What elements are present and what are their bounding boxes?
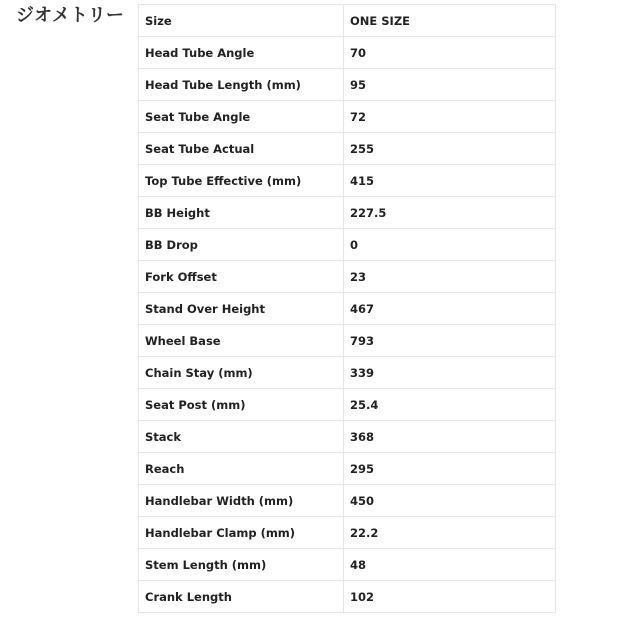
table-header-row xyxy=(139,5,556,37)
table-row xyxy=(139,581,556,613)
table-row xyxy=(139,261,556,293)
row-label-cell: Fork Offset xyxy=(139,261,344,293)
table-row xyxy=(139,133,556,165)
header-label-cell: Size xyxy=(139,5,344,37)
row-value-cell: 23 xyxy=(344,261,556,293)
row-value-cell: 25.4 xyxy=(344,389,556,421)
row-label-cell: Handlebar Clamp (mm) xyxy=(139,517,344,549)
table-row xyxy=(139,197,556,229)
row-label-cell: Stand Over Height xyxy=(139,293,344,325)
row-label-cell: Crank Length xyxy=(139,581,344,613)
row-label-cell: Head Tube Angle xyxy=(139,37,344,69)
table-row xyxy=(139,229,556,261)
table-row xyxy=(139,325,556,357)
row-label-cell: BB Drop xyxy=(139,229,344,261)
row-value-cell: 295 xyxy=(344,453,556,485)
section-title: ジオメトリー xyxy=(16,5,124,26)
row-label-cell: Reach xyxy=(139,453,344,485)
row-value-cell: 793 xyxy=(344,325,556,357)
row-label-cell: BB Height xyxy=(139,197,344,229)
table-row xyxy=(139,389,556,421)
row-value-cell: 450 xyxy=(344,485,556,517)
row-value-cell: 102 xyxy=(344,581,556,613)
table-row xyxy=(139,549,556,581)
row-value-cell: 48 xyxy=(344,549,556,581)
row-value-cell: 467 xyxy=(344,293,556,325)
geometry-table xyxy=(138,4,556,613)
row-value-cell: 0 xyxy=(344,229,556,261)
table-row xyxy=(139,165,556,197)
row-label-cell: Seat Post (mm) xyxy=(139,389,344,421)
row-value-cell: 70 xyxy=(344,37,556,69)
table-row xyxy=(139,517,556,549)
table-row xyxy=(139,357,556,389)
row-value-cell: 227.5 xyxy=(344,197,556,229)
row-label-cell: Handlebar Width (mm) xyxy=(139,485,344,517)
header-value-cell: ONE SIZE xyxy=(344,5,556,37)
row-label-cell: Chain Stay (mm) xyxy=(139,357,344,389)
row-label-cell: Stem Length (mm) xyxy=(139,549,344,581)
row-label-cell: Seat Tube Angle xyxy=(139,101,344,133)
table-row xyxy=(139,37,556,69)
row-value-cell: 255 xyxy=(344,133,556,165)
row-value-cell: 72 xyxy=(344,101,556,133)
row-value-cell: 339 xyxy=(344,357,556,389)
row-value-cell: 95 xyxy=(344,69,556,101)
table-row xyxy=(139,453,556,485)
row-value-cell: 415 xyxy=(344,165,556,197)
row-label-cell: Seat Tube Actual xyxy=(139,133,344,165)
table-row xyxy=(139,485,556,517)
table-row xyxy=(139,69,556,101)
table-row xyxy=(139,421,556,453)
row-label-cell: Head Tube Length (mm) xyxy=(139,69,344,101)
row-label-cell: Top Tube Effective (mm) xyxy=(139,165,344,197)
geometry-table-body xyxy=(139,5,556,613)
row-value-cell: 22.2 xyxy=(344,517,556,549)
row-label-cell: Stack xyxy=(139,421,344,453)
table-row xyxy=(139,293,556,325)
row-value-cell: 368 xyxy=(344,421,556,453)
row-label-cell: Wheel Base xyxy=(139,325,344,357)
table-row xyxy=(139,101,556,133)
